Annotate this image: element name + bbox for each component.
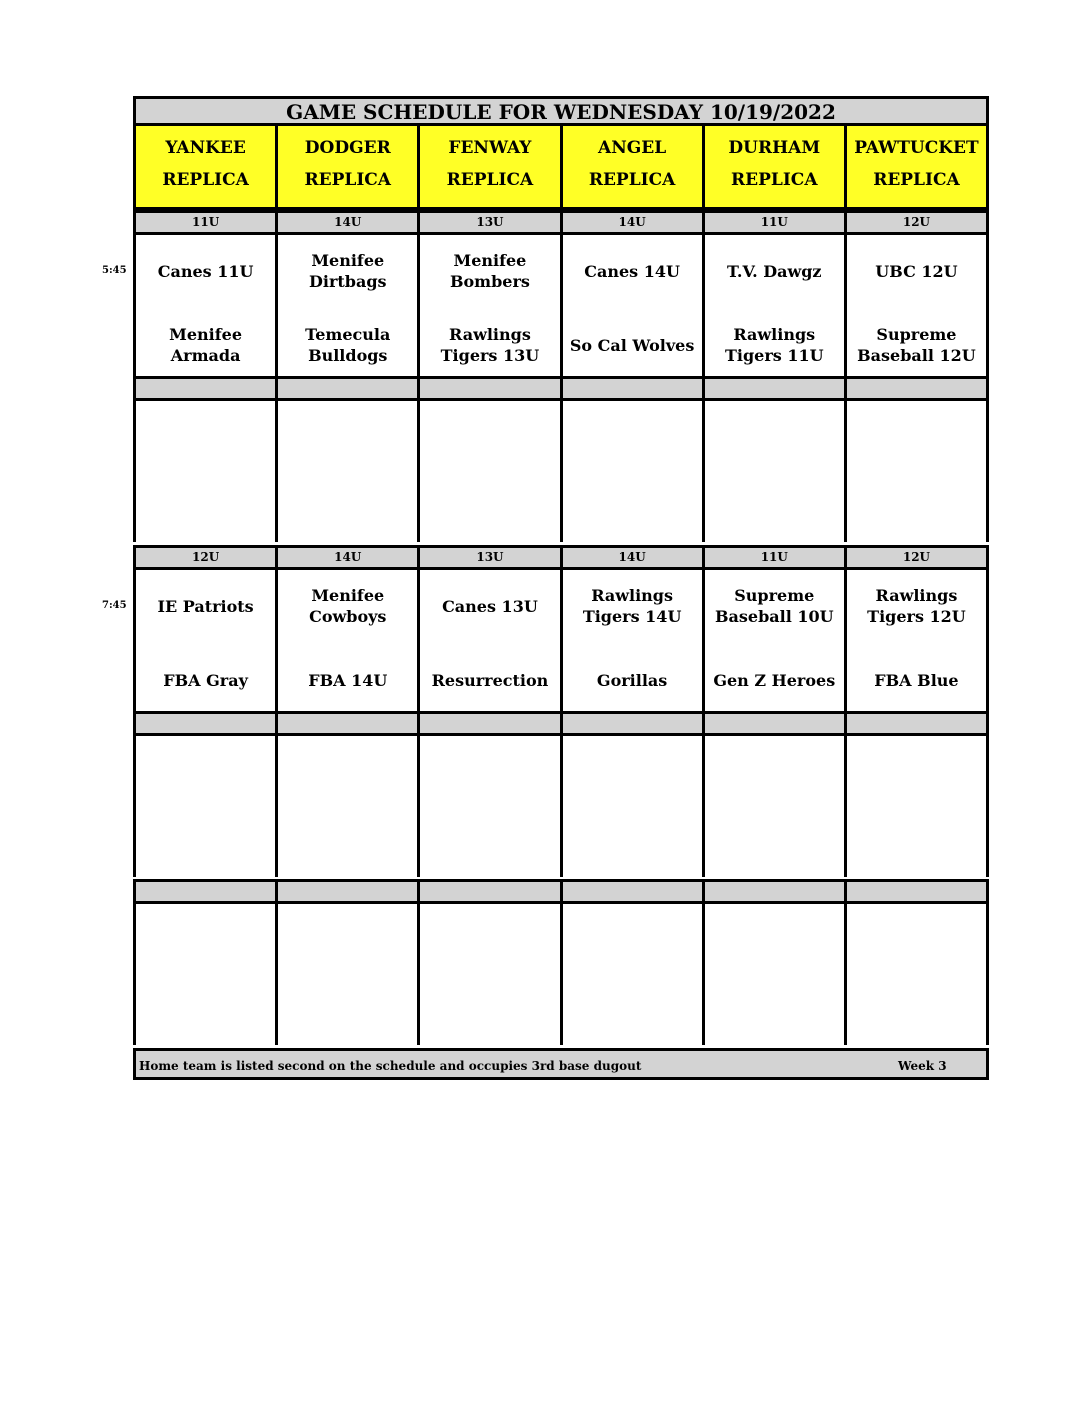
field-fenway: FENWAY REPLICA	[420, 126, 562, 207]
away-team: Rawlings Tigers 14U	[582, 586, 682, 626]
game-cell	[847, 570, 986, 711]
game-cell	[278, 235, 420, 376]
home-team: Gorillas	[596, 670, 668, 690]
home-team: Gen Z Heroes	[713, 670, 836, 690]
game-cell	[563, 235, 705, 376]
home-team: Rawlings Tigers 13U	[440, 325, 540, 365]
away-team: IE Patriots	[157, 596, 254, 616]
division-label: 11U	[705, 213, 847, 232]
schedule-title: GAME SCHEDULE FOR WEDNESDAY 10/19/2022	[133, 96, 989, 126]
division-label: 12U	[136, 548, 278, 567]
division-label: 14U	[563, 213, 705, 232]
game-row-slot-2	[133, 567, 989, 711]
field-durham: DURHAM REPLICA	[705, 126, 847, 207]
division-label: 14U	[278, 213, 420, 232]
home-team: FBA Blue	[874, 670, 959, 690]
away-team: Supreme Baseball 10U	[714, 586, 834, 626]
home-team: FBA Gray	[163, 670, 248, 690]
home-team-note: Home team is listed second on the schedule and occupies 3rd base dugout	[139, 1059, 642, 1073]
game-row-empty	[133, 733, 989, 877]
game-cell	[136, 570, 278, 711]
time-slot-1: 5:45	[102, 265, 127, 276]
away-team: Canes 14U	[584, 261, 680, 281]
division-row-slot-2	[133, 545, 989, 567]
away-team: Rawlings Tigers 12U	[867, 586, 966, 626]
home-team: So Cal Wolves	[569, 335, 695, 355]
game-cell	[420, 235, 562, 376]
time-slot-2: 7:45	[102, 600, 127, 611]
game-cell	[705, 235, 847, 376]
game-row-empty	[133, 901, 989, 1045]
division-row-slot-1	[133, 210, 989, 232]
away-team: UBC 12U	[875, 261, 958, 281]
game-row-slot-1	[133, 232, 989, 376]
game-cell	[563, 570, 705, 711]
schedule-footer	[133, 1048, 989, 1080]
game-row-empty	[133, 398, 989, 542]
game-cell	[705, 570, 847, 711]
division-label: 13U	[420, 213, 562, 232]
division-label: 14U	[278, 548, 420, 567]
field-header-row	[133, 126, 989, 210]
away-team: Menifee Cowboys	[309, 586, 387, 626]
away-team: Canes 11U	[157, 261, 254, 281]
division-label: 13U	[420, 548, 562, 567]
game-cell	[847, 235, 986, 376]
home-team: Temecula Bulldogs	[305, 325, 391, 365]
game-cell	[136, 235, 278, 376]
home-team: FBA 14U	[308, 670, 388, 690]
field-pawtucket: PAWTUCKET REPLICA	[854, 138, 979, 190]
division-label: 11U	[705, 548, 847, 567]
division-row-empty	[133, 879, 989, 901]
division-row-empty	[133, 376, 989, 398]
away-team: T.V. Dawgz	[727, 261, 822, 281]
away-team: Menifee Dirtbags	[308, 251, 387, 291]
away-team: Canes 13U	[442, 596, 538, 616]
field-angel: ANGEL REPLICA	[563, 126, 705, 207]
field-yankee: YANKEE REPLICA	[136, 126, 278, 207]
home-team: Menifee Armada	[169, 325, 242, 365]
field-dodger: DODGER REPLICA	[278, 126, 420, 207]
division-row-empty	[133, 711, 989, 733]
home-team: Resurrection	[431, 670, 549, 690]
division-label: 11U	[136, 213, 278, 232]
game-cell	[278, 570, 420, 711]
schedule-sheet	[133, 96, 989, 1080]
division-label: 12U	[902, 215, 931, 229]
home-team: Supreme Baseball 12U	[857, 325, 976, 365]
week-label: Week 3	[898, 1059, 947, 1073]
away-team: Menifee Bombers	[449, 251, 530, 291]
division-label: 12U	[902, 550, 931, 564]
home-team: Rawlings Tigers 11U	[724, 325, 824, 365]
division-label: 14U	[563, 548, 705, 567]
game-cell	[420, 570, 562, 711]
